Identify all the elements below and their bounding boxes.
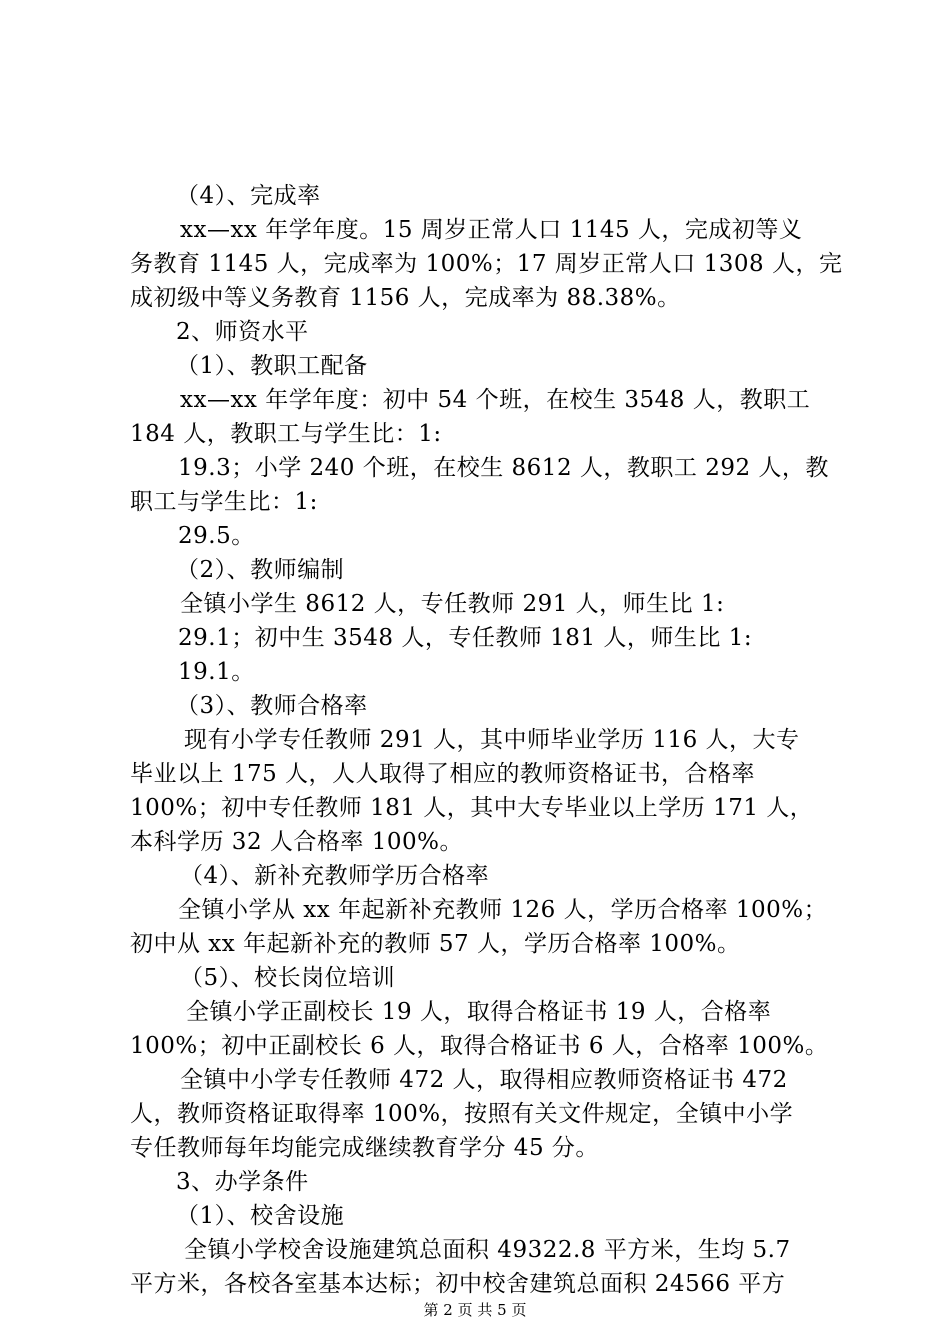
- paragraph-line: 全镇中小学专任教师 472 人，取得相应教师资格证书 472: [180, 1067, 788, 1093]
- heading-school-conditions: 3、办学条件: [176, 1169, 309, 1195]
- paragraph-line: 成初级中等义务教育 1156 人，完成率为 88.38%。: [130, 285, 681, 311]
- paragraph-line: 184 人，教职工与学生比：1:: [130, 421, 442, 447]
- heading-new-teacher-qualification: （4）、新补充教师学历合格率: [180, 863, 490, 889]
- paragraph-line: 全镇小学从 xx 年起新补充教师 126 人，学历合格率 100%；: [178, 897, 828, 923]
- paragraph-line: 29.1；初中生 3548 人，专任教师 181 人，师生比 1:: [178, 625, 753, 651]
- heading-teacher-staffing: （2）、教师编制: [176, 557, 345, 583]
- paragraph-line: 100%；初中专任教师 181 人，其中大专毕业以上学历 171 人，: [130, 795, 814, 821]
- paragraph-line: 全镇小学生 8612 人，专任教师 291 人，师生比 1:: [180, 591, 725, 617]
- heading-teacher-qualification: （3）、教师合格率: [176, 693, 368, 719]
- paragraph-line: 29.5。: [178, 523, 255, 549]
- paragraph-line: 平方米，各校各室基本达标；初中校舍建筑总面积 24566 平方: [130, 1271, 786, 1297]
- heading-principal-training: （5）、校长岗位培训: [180, 965, 396, 991]
- paragraph-line: 毕业以上 175 人，人人取得了相应的教师资格证书，合格率: [130, 761, 756, 787]
- paragraph-line: 职工与学生比：1:: [130, 489, 318, 515]
- page-number-footer: 第 2 页 共 5 页: [423, 1301, 527, 1319]
- heading-teacher-level: 2、师资水平: [176, 319, 309, 345]
- paragraph-line: 专任教师每年均能完成继续教育学分 45 分。: [130, 1135, 599, 1161]
- heading-completion-rate: （4）、完成率: [176, 183, 321, 209]
- paragraph-line: 全镇小学校舍设施建筑总面积 49322.8 平方米，生均 5.7: [184, 1237, 791, 1263]
- paragraph-line: 本科学历 32 人合格率 100%。: [130, 829, 463, 855]
- heading-staff-allocation: （1）、教职工配备: [176, 353, 368, 379]
- paragraph-line: 初中从 xx 年起新补充的教师 57 人，学历合格率 100%。: [130, 931, 741, 957]
- paragraph-line: 19.3；小学 240 个班，在校生 8612 人，教职工 292 人，教: [178, 455, 829, 481]
- paragraph-line: 19.1。: [178, 659, 255, 685]
- heading-school-facilities: （1）、校舍设施: [176, 1203, 345, 1229]
- paragraph-line: 100%；初中正副校长 6 人，取得合格证书 6 人，合格率 100%。: [130, 1033, 829, 1059]
- paragraph-line: 务教育 1145 人，完成率为 100%；17 周岁正常人口 1308 人，完: [130, 251, 843, 277]
- paragraph-line: 人，教师资格证取得率 100%，按照有关文件规定，全镇中小学: [130, 1101, 794, 1127]
- paragraph-line: 全镇小学正副校长 19 人，取得合格证书 19 人，合格率: [186, 999, 772, 1025]
- paragraph-line: xx—xx 年学年度：初中 54 个班，在校生 3548 人，教职工: [180, 387, 811, 413]
- paragraph-line: 现有小学专任教师 291 人，其中师毕业学历 116 人，大专: [184, 727, 800, 753]
- paragraph-line: xx—xx 年学年度。15 周岁正常人口 1145 人，完成初等义: [180, 217, 803, 243]
